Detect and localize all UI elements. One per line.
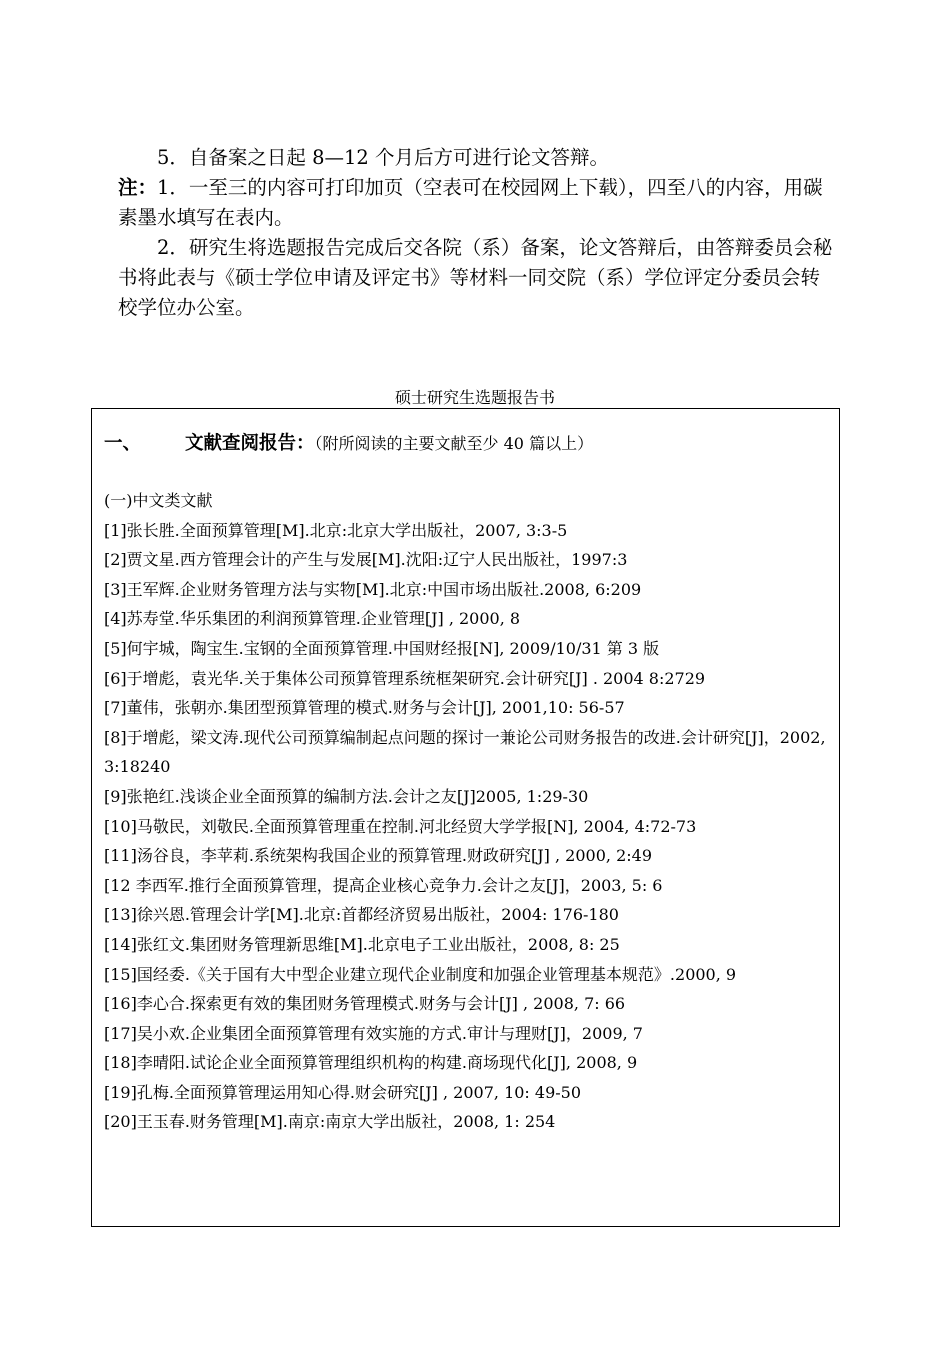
section-number: 一、: [104, 433, 142, 454]
reference-item: [9]张艳红.浅谈企业全面预算的编制方法.会计之友[J]2005, 1:29-30: [104, 786, 589, 806]
reference-item: [7]董伟，张朝亦.集团型预算管理的模式.财务与会计[J], 2001,10: 56-57: [104, 698, 625, 718]
section-title: 文献查阅报告：: [185, 433, 315, 454]
reference-item: [4]苏寿堂.华乐集团的利润预算管理.企业管理[J] , 2000, 8: [104, 609, 521, 629]
instructions-block: [118, 143, 838, 323]
note-item-2: 2．研究生将选题报告完成后交各院（系）备案，论文答辩后，由答辩委员会秘书将此表与《硕士学位申请及评定书》等材料一同交院（系）学位评定分委员会转校学位办公室。: [118, 236, 833, 319]
reference-item: [20]王玉春.财务管理[M].南京:南京大学出版社，2008, 1: 254: [104, 1112, 556, 1132]
reference-item: [5]何宇城，陶宝生.宝钢的全面预算管理.中国财经报[N], 2009/10/31 第 3 版: [104, 638, 660, 658]
note-item-1: [118, 173, 838, 233]
report-table: [91, 408, 840, 1227]
reference-item: [18]李晴阳.试论企业全面预算管理组织机构的构建.商场现代化[J], 2008, 9: [104, 1053, 638, 1073]
reference-item: [10]马敬民，刘敬民.全面预算管理重在控制.河北经贸大学学报[N], 2004, 4:72-73: [104, 816, 697, 836]
note-1-text: 1．一至三的内容可打印加页（空表可在校园网上下载），四至八的内容，用碳素墨水填写在表内。: [118, 176, 823, 229]
subsection-title: (一)中文类文献: [104, 491, 213, 510]
reference-item: [16]李心合.探索更有效的集团财务管理模式.财务与会计[J] , 2008, 7: 66: [104, 994, 626, 1014]
reference-item: [2]贾文星.西方管理会计的产生与发展[M].沈阳:辽宁人民出版社，1997:3: [104, 550, 628, 570]
note-label: 注：: [118, 176, 158, 199]
section-heading: [104, 429, 593, 455]
reference-item: [12 李西军.推行全面预算管理，提高企业核心竞争力.会计之友[J]，2003, 5: 6: [104, 875, 663, 895]
form-title: 硕士研究生选题报告书: [394, 388, 555, 407]
reference-item: [6]于增彪，袁光华.关于集体公司预算管理系统框架研究.会计研究[J] . 2004 8:2729: [104, 668, 706, 688]
section-note: （附所阅读的主要文献至少 40 篇以上）: [314, 434, 594, 453]
reference-item: [15]国经委.《关于国有大中型企业建立现代企业制度和加强企业管理基本规范》.2000, 9: [104, 964, 737, 984]
reference-item: [11]汤谷良，李苹莉.系统架构我国企业的预算管理.财政研究[J] , 2000, 2:49: [104, 846, 652, 866]
reference-item: [19]孔梅.全面预算管理运用知心得.财会研究[J] , 2007, 10: 49-50: [104, 1082, 582, 1102]
reference-item: [1]张长胜.全面预算管理[M].北京:北京大学出版社，2007, 3:3-5: [104, 520, 568, 540]
reference-item: [8]于增彪，梁文涛.现代公司预算编制起点问题的探讨一兼论公司财务报告的改进.会计研究[J]，2002, 3:18240: [104, 727, 831, 777]
reference-item: [17]吴小欢.企业集团全面预算管理有效实施的方式.审计与理财[J]，2009, 7: [104, 1023, 643, 1043]
instruction-item-5: 5．自备案之日起 8—12 个月后方可进行论文答辩。: [157, 146, 610, 169]
reference-list: [104, 486, 832, 1137]
reference-item: [3]王军辉.企业财务管理方法与实物[M].北京:中国市场出版社.2008, 6:209: [104, 579, 642, 599]
reference-item: [14]张红文.集团财务管理新思维[M].北京电子工业出版社，2008, 8: 25: [104, 934, 620, 954]
reference-item: [13]徐兴恩.管理会计学[M].北京:首都经济贸易出版社，2004: 176-180: [104, 905, 619, 925]
